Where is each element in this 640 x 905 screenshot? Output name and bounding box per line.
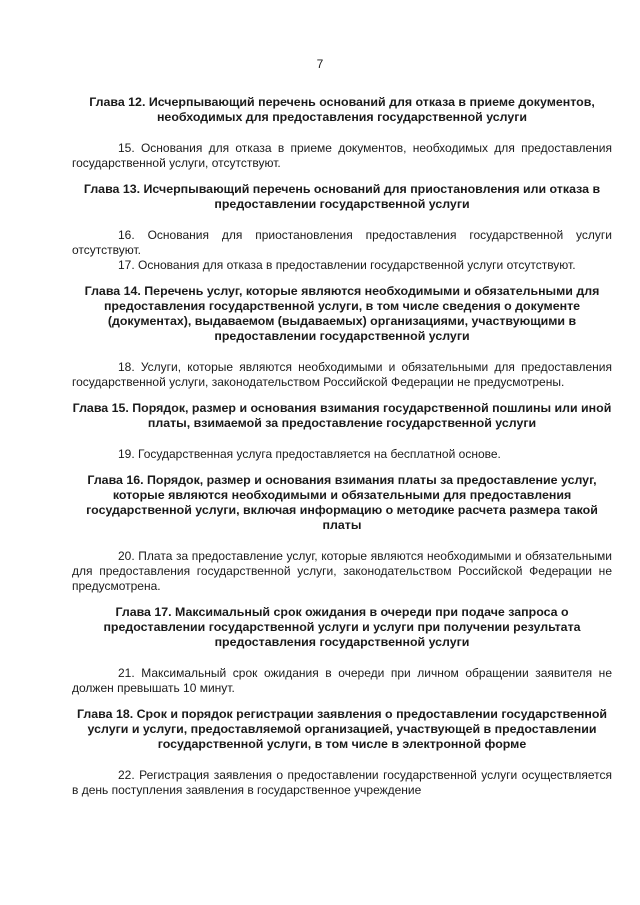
- paragraph-21: 21. Максимальный срок ожидания в очереди при личном обращении заявителя не должен превышать 10 минут.: [72, 666, 612, 695]
- paragraph-22: 22. Регистрация заявления о предоставлении государственной услуги осуществляется в день поступления заявления в государственное учреждение: [72, 768, 612, 797]
- page-number: 7: [316, 57, 324, 71]
- paragraph-15: 15. Основания для отказа в приеме документов, необходимых для предоставления государственной услуги, отсутствуют.: [72, 141, 612, 170]
- paragraph-17: 17. Основания для отказа в предоставлении государственной услуги отсутствуют.: [118, 258, 576, 272]
- chapter-17-heading: Глава 17. Максимальный срок ожидания в очереди при подаче запроса о предоставлении государственной услуги и услуги при получении результата предоставления государственной услуги: [103, 605, 581, 649]
- document-body: [72, 95, 612, 798]
- chapter-15-heading: Глава 15. Порядок, размер и основания взимания государственной пошлины или иной платы, взимаемой за предоставление государственной услуги: [72, 401, 612, 430]
- paragraph-20: 20. Плата за предоставление услуг, которые являются необходимыми и обязательными для предоставления государственной услуги, законодательством Российской Федерации не предусмотрена.: [72, 549, 612, 593]
- paragraph-19: 19. Государственная услуга предоставляется на бесплатной основе.: [118, 447, 501, 461]
- chapter-18-heading: Глава 18. Срок и порядок регистрации заявления о предоставлении государственной услуги и услуги, предоставляемой организацией, участвующей в предоставлении государственной услуги, в том числе в электронной форме: [76, 707, 608, 751]
- chapter-14-heading: Глава 14. Перечень услуг, которые являются необходимыми и обязательными для предоставления государственной услуги, в том числе сведения о документе (документах), выдаваемом (выдаваемых) организациями, участвующими в предоставлении государственной услуги: [84, 284, 600, 343]
- chapter-12-heading: Глава 12. Исчерпывающий перечень оснований для отказа в приеме документов, необходимых для предоставления государственной услуги: [89, 95, 595, 124]
- chapter-13-heading: Глава 13. Исчерпывающий перечень оснований для приостановления или отказа в предоставлении государственной услуги: [83, 182, 601, 211]
- chapter-16-heading: Глава 16. Порядок, размер и основания взимания платы за предоставление услуг, которые являются необходимыми и обязательными для предоставления государственной услуги, включая информацию о методике расчета размера такой платы: [86, 473, 598, 532]
- paragraph-16: 16. Основания для приостановления предоставления государственной услуги отсутствуют.: [72, 228, 612, 257]
- paragraph-18: 18. Услуги, которые являются необходимыми и обязательными для предоставления государственной услуги, законодательством Российской Федерации не предусмотрены.: [72, 360, 612, 389]
